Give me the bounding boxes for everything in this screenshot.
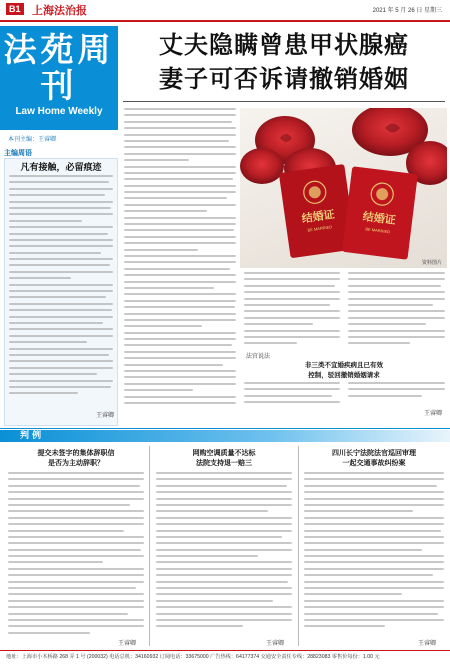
case-1-body: [8, 472, 144, 638]
brand-subtitle: Law Home Weekly: [15, 106, 103, 117]
certificate-subtitle-right: BE MARRIED: [365, 226, 391, 235]
article-byline: 王睿卿: [423, 411, 442, 417]
case-3-byline: 王睿卿: [418, 641, 437, 647]
case-2-title-line-1: 网购空调质量不达标: [192, 449, 256, 457]
masthead: [0, 0, 450, 20]
case-2-title: [154, 448, 294, 468]
section-band-label: 判 例: [20, 431, 42, 441]
certificate-title-right: 结婚证: [362, 209, 397, 227]
masthead-rule: [0, 20, 450, 22]
article-column-2: [244, 272, 340, 349]
article-subhead-1: 非三类不宜婚疾病且已有效: [305, 361, 383, 369]
issue-date: 2021 年 5 月 26 日 星期三: [372, 8, 442, 14]
article-column-3-lower: [348, 382, 445, 401]
footer-info: 地址：上海市小木桥路 268 弄 1 号 (200032) 电话总机：34160932 订阅电话：33675000 广告热线：64177374 交通安全责任专线：28823083 零售价每份：1.00 元: [6, 654, 380, 660]
case-1-title-line-1: 提交未签字的集体辞职信: [37, 449, 115, 457]
case-1-title: [6, 448, 146, 468]
section-band: [0, 430, 450, 442]
headline-line-2: 妻子可否诉请撤销婚姻: [159, 65, 409, 93]
section-code: B1: [6, 3, 24, 15]
main-headline: [123, 28, 445, 96]
case-2-byline: 王睿卿: [266, 641, 285, 647]
commentary-tag: 主编周语: [4, 150, 32, 157]
article-subhead-2: 控制，驳回撤销婚姻请求: [308, 371, 380, 379]
section-mark: 法官说法: [246, 354, 271, 360]
headline-line-1: 丈夫隐瞒曾患甲状腺癌: [159, 31, 409, 59]
case-3-body: [304, 472, 444, 632]
case-3-title: [302, 448, 446, 468]
paper-name: 上海法治报: [32, 4, 87, 17]
commentary-body: [9, 175, 113, 399]
case-3-title-line-1: 四川长宁法院法官巡回审理: [332, 449, 416, 457]
certificate-title-left: 结婚证: [300, 207, 336, 226]
column-divider-1: [149, 446, 150, 646]
case-2-body: [156, 472, 292, 632]
case-2-title-line-2: 法院支持退一赔三: [196, 459, 252, 467]
column-divider-2: [298, 446, 299, 646]
article-column-1: [124, 108, 236, 408]
case-1-byline: 王睿卿: [118, 641, 137, 647]
article-column-3: [348, 272, 445, 349]
certificate-right: [342, 166, 418, 259]
editor-line: 本刊主编：王睿卿: [8, 137, 57, 143]
section-brand: [0, 26, 118, 130]
headline-rule: [123, 101, 445, 102]
footer-rule: [0, 650, 450, 651]
photo-credit: 资料图片: [421, 260, 442, 266]
commentary-author: 王睿卿: [95, 413, 114, 419]
case-1-title-line-2: 是否为主动辞职？: [48, 459, 104, 467]
article-photo: [240, 108, 447, 268]
case-3-title-line-2: 一起交通事故纠纷案: [342, 459, 406, 467]
band-rule: [0, 428, 450, 429]
marriage-certificate-photo: [240, 108, 447, 268]
certificate-subtitle-left: BE MARRIED: [307, 224, 333, 233]
article-column-2-lower: [244, 382, 340, 408]
brand-title: 法苑周刊: [3, 30, 115, 105]
commentary-title: 凡有接触，必留痕迹: [20, 163, 102, 173]
